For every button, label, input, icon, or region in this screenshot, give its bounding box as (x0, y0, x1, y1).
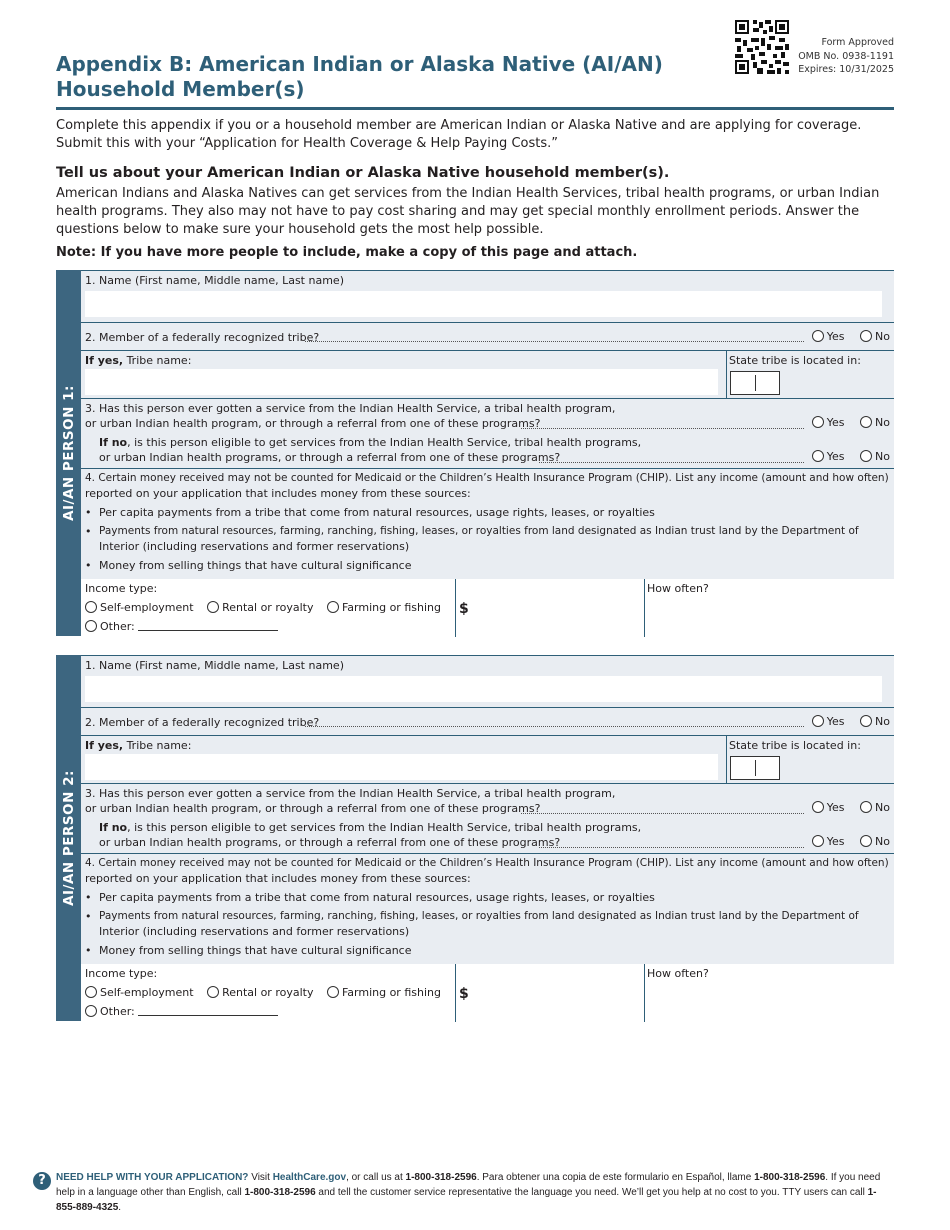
name-label: 1. Name (First name, Middle name, Last name) (85, 659, 344, 672)
other-input[interactable] (138, 621, 278, 631)
radio-icon[interactable] (860, 416, 872, 428)
qr-code-icon (735, 20, 789, 74)
healthcare-link[interactable]: HealthCare.gov (272, 1172, 347, 1183)
title-line1: American Indian or Alaska Native (AI/AN) (199, 52, 663, 76)
phone-number: 1-800-318-2596 (754, 1172, 826, 1183)
radio-icon[interactable] (812, 835, 824, 847)
person-form (81, 270, 894, 635)
leader-dots (521, 428, 804, 429)
divider (644, 579, 645, 637)
tribe-name-label: If yes, Tribe name: (85, 354, 192, 367)
radio-icon[interactable] (85, 601, 97, 613)
divider (455, 964, 456, 1022)
form-header (56, 20, 894, 110)
name-row (81, 270, 894, 322)
radio-icon[interactable] (812, 450, 824, 462)
farming-fishing-option[interactable]: Farming or fishing (327, 986, 441, 999)
leader-dots (539, 462, 804, 463)
self-employment-option[interactable]: Self-employment (85, 601, 194, 614)
radio-icon[interactable] (85, 986, 97, 998)
name-input[interactable] (85, 676, 882, 702)
radio-icon[interactable] (327, 986, 339, 998)
ihs-q-line1: 3. Has this person ever gotten a service from the Indian Health Service, a tribal health program, (85, 402, 616, 415)
income-q-line2: reported on your application that includes money from these sources: (85, 872, 471, 885)
no-option[interactable]: No (860, 450, 890, 463)
radio-icon[interactable] (860, 330, 872, 342)
section-body: American Indians and Alaska Natives can get services from the Indian Health Services, tribal health programs, or urban Indian health programs. They also may not have to pay cost sharing and may get special monthly enrollment periods. Answer the questions below to make sure your household gets the most help possible. (56, 186, 880, 237)
tribe-name-row (81, 350, 894, 398)
ihs-service-row (81, 783, 894, 853)
how-often-input[interactable] (648, 981, 882, 1009)
name-row (81, 655, 894, 707)
tribe-name-input[interactable] (85, 369, 718, 395)
state-tribe-label: State tribe is located in: (729, 354, 861, 367)
divider (726, 351, 727, 399)
yes-option[interactable]: Yes (812, 835, 845, 848)
other-option[interactable]: Other: (85, 1004, 278, 1019)
form-approved: Form Approved (821, 37, 894, 48)
income-entry (81, 579, 894, 637)
ihs-service-row (81, 398, 894, 468)
ihs-q-line2: or urban Indian health program, or through a referral from one of these programs? (85, 802, 541, 815)
divider (726, 736, 727, 784)
radio-icon[interactable] (327, 601, 339, 613)
omb-number: OMB No. 0938-1191 (798, 50, 894, 62)
tribe-member-row (81, 707, 894, 735)
rental-royalty-option[interactable]: Rental or royalty (207, 986, 313, 999)
income-type-options (85, 985, 441, 1000)
other-option[interactable]: Other: (85, 619, 278, 634)
income-q-line1: 4. Certain money received may not be counted for Medicaid or the Children’s Health Insurance Program (CHIP). List any income (amount and how often) (85, 857, 889, 869)
amount-input[interactable] (472, 980, 626, 1008)
amount-input[interactable] (472, 595, 626, 623)
farming-fishing-option[interactable]: Farming or fishing (327, 601, 441, 614)
person-label: AI/AN PERSON 2: (60, 770, 77, 906)
state-input[interactable] (730, 371, 780, 395)
no-option[interactable]: No (860, 801, 890, 814)
header-rule (56, 107, 894, 110)
page-title (56, 52, 663, 102)
name-input[interactable] (85, 291, 882, 317)
yes-option[interactable]: Yes (812, 715, 845, 728)
tribe-member-label: 2. Member of a federally recognized tribe? (85, 331, 320, 344)
other-input[interactable] (138, 1006, 278, 1016)
dollar-sign: $ (459, 601, 469, 617)
tribe-name-input[interactable] (85, 754, 718, 780)
appendix-label: Appendix B: (56, 52, 193, 76)
income-row: 4. Certain money received may not be counted for Medicaid or the Children’s Health Insurance Program (CHIP). List any income (amount and how often) reported on your application that includes money from these sources: • Per capita payments from a tribe that come from natural resources, usage rights, leases, or royalties • Payments from natural resources, farming, ranching, fishing, leases, or royalties from land designated as Indian trust land by the Department of Interior (including reservations and former reservations) • Money from selling things that have cultural significance Income type: Self-employment Rental or royalty Farming or fishing Other: $ How often? (81, 853, 894, 1021)
tty-number: 1-855-889-4325 (56, 1187, 877, 1213)
bullet-continuation: Interior (including reservations and former reservations) (99, 540, 410, 553)
radio-icon[interactable] (85, 620, 97, 632)
note-text: Note: If you have more people to include, make a copy of this page and attach. (56, 245, 638, 260)
tribe-member-row (81, 322, 894, 350)
phone-number: 1-800-318-2596 (244, 1187, 316, 1198)
tribe-member-options (812, 715, 890, 728)
tribe-name-row (81, 735, 894, 783)
eligible-q-line2: or urban Indian health programs, or through a referral from one of these programs? (99, 451, 561, 464)
state-input[interactable] (730, 756, 780, 780)
yes-option[interactable]: Yes (812, 450, 845, 463)
no-option[interactable]: No (860, 715, 890, 728)
eligible-q-line1: If no, is this person eligible to get services from the Indian Health Service, tribal health programs, (99, 436, 642, 449)
leader-dots (305, 341, 804, 342)
radio-icon[interactable] (812, 330, 824, 342)
person-form (81, 655, 894, 1020)
leader-dots (539, 847, 804, 848)
yes-option[interactable]: Yes (812, 416, 845, 429)
eligible-q-line1: If no, is this person eligible to get services from the Indian Health Service, tribal health programs, (99, 821, 642, 834)
ihs-service-options (812, 801, 890, 814)
eligible-options (812, 450, 890, 463)
income-row: 4. Certain money received may not be counted for Medicaid or the Children’s Health Insurance Program (CHIP). List any income (amount and how often) reported on your application that includes money from these sources: • Per capita payments from a tribe that come from natural resources, usage rights, leases, or royalties • Payments from natural resources, farming, ranching, fishing, leases, or royalties from land designated as Indian trust land by the Department of Interior (including reservations and former reservations) • Money from selling things that have cultural significance Income type: Self-employment Rental or royalty Farming or fishing Other: $ How often? (81, 468, 894, 636)
radio-icon[interactable] (85, 1005, 97, 1017)
radio-icon[interactable] (207, 986, 219, 998)
state-tribe-label: State tribe is located in: (729, 739, 861, 752)
radio-icon[interactable] (812, 715, 824, 727)
how-often-input[interactable] (648, 596, 882, 624)
how-often-label: How often? (647, 582, 709, 595)
leader-dots (521, 813, 804, 814)
radio-icon[interactable] (860, 450, 872, 462)
person-sidebar (56, 270, 81, 636)
ihs-service-options (812, 416, 890, 429)
person-sidebar (56, 655, 81, 1021)
tribe-name-label: If yes, Tribe name: (85, 739, 192, 752)
income-q-line1: 4. Certain money received may not be counted for Medicaid or the Children’s Health Insurance Program (CHIP). List any income (amount and how often) (85, 472, 889, 484)
phone-number: 1-800-318-2596 (405, 1172, 477, 1183)
person-1-section (56, 270, 894, 636)
income-type-options (85, 600, 441, 615)
expiration: Expires: 10/31/2025 (798, 64, 894, 75)
radio-icon[interactable] (860, 835, 872, 847)
radio-icon[interactable] (860, 715, 872, 727)
yes-option[interactable]: Yes (812, 330, 845, 343)
radio-icon[interactable] (207, 601, 219, 613)
income-type-label: Income type: (85, 967, 158, 980)
tribe-member-label: 2. Member of a federally recognized tribe? (85, 716, 320, 729)
divider (455, 579, 456, 637)
self-employment-option[interactable]: Self-employment (85, 986, 194, 999)
how-often-label: How often? (647, 967, 709, 980)
person-2-section (56, 655, 894, 1021)
radio-icon[interactable] (860, 801, 872, 813)
intro-text: Complete this appendix if you or a household member are American Indian or Alaska Native and are applying for coverage. Submit this with your “Application for Health Coverage & Help Paying Costs.” (56, 118, 862, 151)
section-heading: Tell us about your American Indian or Alaska Native household member(s). (56, 165, 670, 181)
ihs-q-line1: 3. Has this person ever gotten a service from the Indian Health Service, a tribal health program, (85, 787, 616, 800)
person-label: AI/AN PERSON 1: (60, 385, 77, 521)
rental-royalty-option[interactable]: Rental or royalty (207, 601, 313, 614)
title-line2: Household Member(s) (56, 77, 305, 101)
footer-help: NEED HELP WITH YOUR APPLICATION? Visit HealthCare.gov, or call us at 1-800-318-2596. Para obtener una copia de este formulario en Español, llame 1-800-318-2596. If you need help in a language other than English, call 1-800-318-2596 and tell the customer service representative the language you need. We’ll get you help at no cost to you. TTY users can call 1-855-889-4325. (56, 1172, 881, 1213)
name-label: 1. Name (First name, Middle name, Last name) (85, 274, 344, 287)
dollar-sign: $ (459, 986, 469, 1002)
income-q-line2: reported on your application that includes money from these sources: (85, 487, 471, 500)
eligible-options (812, 835, 890, 848)
need-help: NEED HELP WITH YOUR APPLICATION? (56, 1172, 249, 1183)
radio-icon[interactable] (812, 416, 824, 428)
income-entry (81, 964, 894, 1022)
no-option[interactable]: No (860, 835, 890, 848)
eligible-q-line2: or urban Indian health programs, or through a referral from one of these programs? (99, 836, 561, 849)
no-option[interactable]: No (860, 330, 890, 343)
form-approval-info (798, 36, 894, 77)
tribe-member-options (812, 330, 890, 343)
leader-dots (305, 726, 804, 727)
yes-option[interactable]: Yes (812, 801, 845, 814)
bullet-continuation: Interior (including reservations and former reservations) (99, 925, 410, 938)
no-option[interactable]: No (860, 416, 890, 429)
divider (644, 964, 645, 1022)
ihs-q-line2: or urban Indian health program, or through a referral from one of these programs? (85, 417, 541, 430)
income-type-label: Income type: (85, 582, 158, 595)
help-icon: ? (33, 1172, 51, 1190)
radio-icon[interactable] (812, 801, 824, 813)
